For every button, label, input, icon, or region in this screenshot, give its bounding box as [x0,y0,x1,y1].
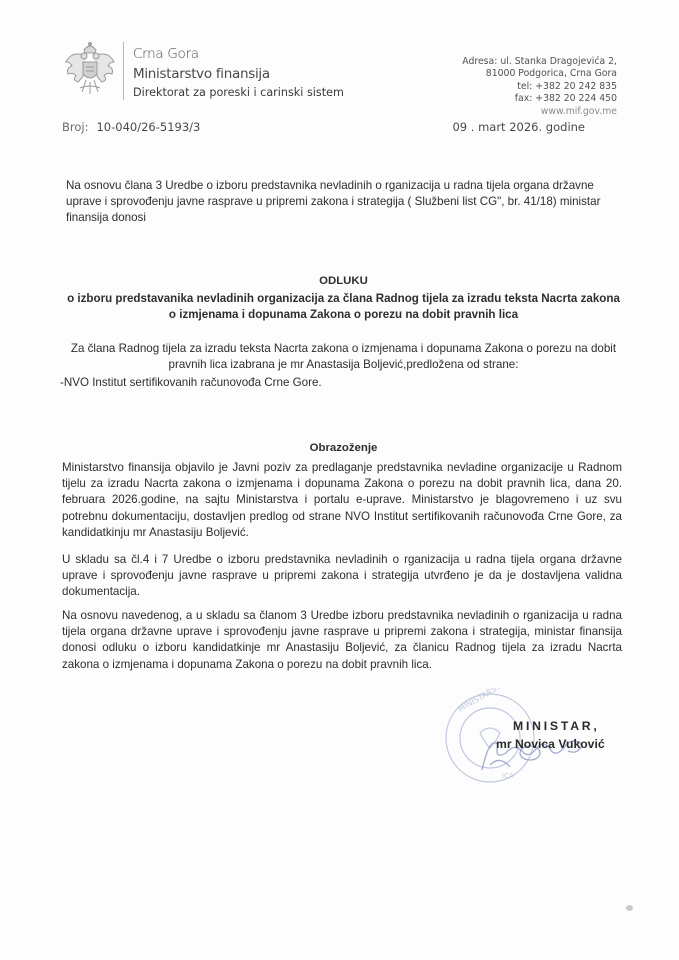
reference-number [62,120,200,134]
reasoning-paragraph-3: Na osnovu navedenog, a u skladu sa članom 3 Uredbe izboru predstavnika nevladinih o rganizacija u radna tijela organa državne uprave i sprovođenju javne rasprave u pripremi zakona i strategija, ministar finansija donosi odluku o izboru kandidatkinje mr Anastasiju Boljević, za članicu Radnog tijela za izradu Nacrta zakona o izmjenama i dopunama Zakona o porezu na dobit pravnih lica. [62,609,622,671]
intro-paragraph: Na osnovu člana 3 Uredbe o izboru predstavnika nevladinih o rganizacija u radna tijela organa državne uprave i sprovođenju javne rasprave u pripremi zakona i strategija ( Službeni list CG", br. 41/18) ministar finansija donosi [66,179,601,225]
reasoning-paragraph-1: Ministarstvo finansija objavilo je Javni poziv za predlaganje predstavnika nevladine organizacije u Radnom tijelu za izradu Nacrta zakona o izmjenama i dopunama Zakona o porezu na dobit pravnih lica, dana 20. februara 2026.godine, na sajtu Ministarstva i portalu e-uprave. Ministarstvo je blagovremeno i uz svu potrebnu dokumentaciju, dostavljen predlog od strane NVO Institut sertifikovanih računovođa Crne Gore, za kandidatkinju mr Anastasiju Boljević. [62,461,622,539]
directorate-name: Direktorat za poreski i carinski sistem [133,86,344,99]
signatory-title: MINISTAR, [513,719,600,733]
decision-title: ODLUKU [319,275,368,287]
decision-text: Za člana Radnog tijela za izradu teksta Nacrta zakona o izmjenama i dopunama Zakona o porezu na dobit pravnih lica izabrana je mr Anastasija Boljević,predložena od strane: [70,342,617,372]
reference-label: Broj: [62,120,89,134]
header-divider [123,42,124,100]
reasoning-title: Obrazoženje [309,442,378,454]
contact-tel: tel: +382 20 242 835 [517,80,617,92]
scan-artifact [626,905,633,911]
contact-fax: fax: +382 20 224 450 [514,93,617,105]
contact-address: Adresa: ul. Stanka Dragojevića 2, [462,56,617,67]
coat-of-arms-icon [62,40,118,98]
reference-value: 10-040/26-5193/3 [96,120,201,134]
svg-text:ICA: ICA [502,772,514,780]
decision-subtitle: o izboru predstavanika nevladinih organizacija za člana Radnog tijela za izradu teksta Nacrta zakona o izmjenama i dopunama Zakona o porezu na dobit pravnih lica [67,292,620,321]
svg-text:MINISTARSTVO: MINISTARSTVO [456,688,513,714]
contact-block [462,56,617,118]
organization-block [133,44,344,102]
country-name: Crna Gora [133,46,199,62]
contact-city: 81000 Podgorica, Crna Gora [485,68,617,80]
document-date: 09 . mart 2026. godine [452,120,585,134]
reasoning-paragraph-2: U skladu sa čl.4 i 7 Uredbe o izboru predstavnika nevladinih o rganizacija u radna tijela organa državne uprave i sprovođenju javne rasprave u pripremi zakona i strategija utvrđeno je da je dostavljena validna dokumentacija. [62,553,622,599]
ministry-name: Ministarstvo finansija [133,66,270,82]
signatory-name: mr Novica Vuković [496,737,605,751]
nominating-organization: -NVO Institut sertifikovanih računovođa Crne Gore. [60,376,322,389]
contact-website: www.mif.gov.me [540,105,617,117]
